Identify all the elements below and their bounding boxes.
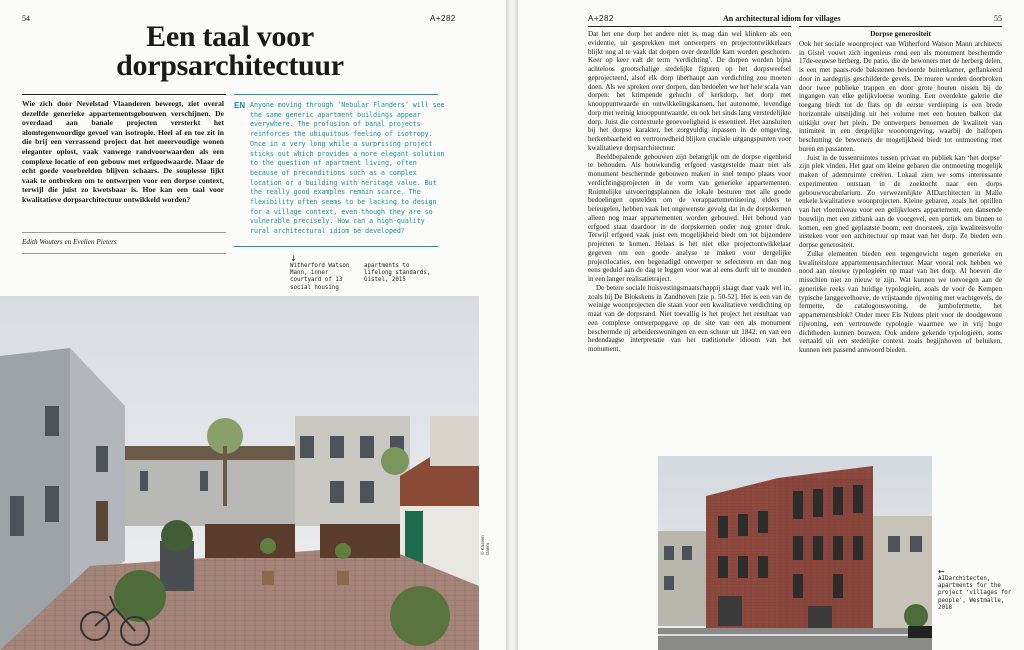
- intro-english: Anyone moving through ‘Nebular Flanders’ will see the same generic apartment buildings appear everywhere. The profusion of banal projects reinforces the ubiquitous feeling of isotropy. Once in a very long while a surprising project sticks out which provides a more elegant solution to the question of apartment living, often because of preconditions such as a complex location or a building with heritage value. But the really good examples remain scarce. The flexibility often seems to be lacking to design for a village context, even though they are so vulnerable precisely. How can a high-quality rural architectural idiom be developed?: [250, 101, 445, 236]
- divider-teal: [234, 94, 438, 95]
- paragraph: Dat het ene dorp het andere niet is, mag dan wel klinken als een evidentie, uit gesprekken met ontwerpers en projectontwikkelaars blijkt nog al te vaak dat dorpen over dezelfde kam worden geschoren. Keer op keer valt de term ‘verdichting’. De dorpen worden bijna achteloos grootschalige stedelijke figuren op het dorpsweefsel geprojecteerd, alsof elk dorp überhaupt aan verdichting zou moeten doen. Als we spreken over dorpen, dan bedoelen we het hele scala van dorpen: het krimpende gehucht of kerkdorp, het dorp met knooppuntwaarde en ontwikkelingskansen, het autonome, levendige dorp met weinig knooppuntwaarde, en ook het sinds lang verstedelijkte dorp. Juist die contextuele geoevoeligheid is essentieel. Het aansluiten bij het dorpse karakter, het zorgvuldig inpassen in de omgeving, herkenbaarheid en vertrouwdheid blijken cruciale uitgangspunten voor kwalitatieve dorpsarchitectuur.: [588, 30, 791, 152]
- divider: [588, 26, 791, 27]
- article-title-line1: Een taal voor: [146, 20, 314, 53]
- photo-caption-a: [290, 255, 350, 292]
- photo-caption-b: apartments to lifelong standards, Gistel, 2015: [364, 263, 431, 284]
- divider: [22, 232, 226, 233]
- page-number-left: 54: [22, 14, 30, 23]
- photo-caption-text: AIDarchitecten, apartments for the project ‘villages for people’, Westmalle, 2018: [938, 576, 1012, 611]
- divider: [22, 94, 226, 95]
- divider: [22, 253, 226, 254]
- paragraph: De betere sociale huisvestingsmaatschappij slaagt daar vaak wel in, zoals bij De Blokskens in Zandhoven [zie p. 50-52]. Het is een van de weinige woonprojecten die staan voor een kwalitatieve verdichting op maat van de dorpsrand. Niet toevallig is het project het resultaat van een complexe ontwerpopgave op de site van een als monument beschermde rij arbeiderswoningen en een schuur uit 1842, en van een hedendaagse interpretatie van het traditionele idioom van het monument.: [588, 283, 791, 353]
- magazine-issue-right: A+282: [588, 14, 614, 23]
- photo-caption: [938, 568, 1018, 612]
- paragraph: Zulke elementen bieden een tegengewicht tegen generieke en kwaliteitsloze appartementsarchitectuur. Maar vooral ook hebben we nood aan nieuwe typologieën op maat van het dorp. Al hoeven die misschien niet zo nieuw te zijn. Wat kunnen we toevoegen aan de generieke reeks van huidige typologieën, zoals de voor de Kempen typische langgevelhoeve, de vrijstaande rijwoning met wachtgevels, de fermette, de catalogouswoning, de jumbofermette, het appartementsblok? Onder meer Els Nulens pleit voor de doodgewone rijwoning, een vertrouwde typologie waarmee we in vrij hoge dichtheden kunnen bouwen. Ook andere gekende typologieën, soms vertaald uit een stedelijke context zoals begijnhoven of beluiken, kunnen een passend antwoord bieden.: [799, 249, 1002, 354]
- arrow-left-icon: ←: [938, 567, 945, 576]
- paragraph: Ook het sociale woonproject van Witherford Watson Mann architects in Gistel vouwt zich ingenieus rond een als monument beschermde 17de-eeuwse herberg. De patio, die de bewoners met de herberg delen, is een met paars-rode bakstenen bevloerde buitenkamer, geflankeerd door in aardegrijs geschilderde gevels. De muren worden doorbroken door twee publieke trappen en door grote houten nissen bij de ingangen van elke gelijkvloerse woning. Een overdekte galerie die toegang biedt tot de flats op de eerste verdieping is een brede horizontale uitsnijding uit het volume met een houten balkon dat uitkijkt over het plein. De ontwerpers benoemen de kwaliteit van intimiteit in een dergelijke woonomgeving, waarbij de halfopen beschutting de bewoners de mogelijkheid biedt tot ontmoeting met buren en passanten.: [799, 39, 1002, 153]
- arrow-down-icon: ↓: [290, 254, 297, 263]
- spine-gutter: [506, 0, 518, 650]
- article-title-line2: dorpsarchitectuur: [116, 49, 344, 82]
- divider: [799, 26, 1002, 27]
- language-tag-en: EN: [234, 101, 246, 110]
- divider-teal: [234, 246, 438, 247]
- section-subhead: Dorpse generositeit: [870, 29, 931, 38]
- page-number-right: 55: [994, 14, 1002, 23]
- courtyard-photo: [0, 296, 479, 650]
- intro-dutch: Wie zich door Nevelstad Vlaanderen beweegt, ziet overal dezelfde generieke appartementsgebouwen verschijnen. De overdaad aan banale projecten versterkt het alomtegenwoordige gevoel van isotropie. Heel af en toe zit in die brij een verrassend project dat het meervoudige wonen eleganter oplost, vaak vanwege randvoorwaarden als een complexe locatie of een gebouw met erfgoedwaarde. Maar de echt goede voorbeelden blijven schaars. De souplesse lijkt vaak te ontbreken om te ontwerpen voor een dorpse context, terwijl die juist zo kwetsbaar is. Hoe kan een taal voor kwalitatieve dorpsarchitectuur ontwikkeld worden?: [22, 99, 224, 204]
- paragraph: Juist in de tussenruimtes tussen privaat en publiek kan ‘het dorpse’ zijn plek vinden. Het gaat om kleine gebaren die ontmoeting mogelijk maken of ademruimte creëren. Lokaal zien we soms interessante experimenten ontstaan in de zoektocht naar een dorps gebouwvocabularium. Zo verwezenlijkte AIDarchitecten in Malle enkele kwalitatieve woonprojecten. Kleine gebaren, zoals het optillen van het vloerniveau voor een gelijkvloers appartement, een dansende bouwlijn met een zitbank aan de voorgevel, een portiek om binnen te komen, een goed geplaatste boom, een doorsteek, zijn kwaliteitsvolle insteken voor een architectuur op maat van het dorp. Ze bieden een dorpse generositeit.: [799, 153, 1002, 249]
- body-column-2: [799, 30, 1002, 355]
- brick-building-photo: [658, 456, 932, 650]
- paragraph: Beeldbepalende gebouwen zijn belangrijk om de dorpse eigenheid te behouden. Als bouwkundig erfgoed vastgestelde maar niet als monument beschermde gebouwen maken in snel tempo plaats voor verdichtingsprojecten in de vorm van generieke appartementen. Ruimtelijke uitvoeringsplannen die lokale besturen met alle goede bedoelingen opstelden om de verappartementisering elders te beteugelen, hebben vaak het ongewenste gevolg dat in de dorpskernen alleen nog maar appartementen worden gebouwd. Het behoud van erfgoed staat daardoor in de dorpskernen onder nog groter druk. Terwijl erfgoed vaak juist een mogelijkheid biedt om tot bijzondere projecten te komen. Helaas is het niet elke projectontwikkelaar gegeven om een goede analyse te maken voor dergelijke projectlocaties, een begenadigd ontwerper te selecteren en dan nog eens geduld aan de dag te leggen voor wat al eens durft uit te monden in een langer realisatietraject.: [588, 152, 791, 283]
- magazine-issue-left: A+282: [430, 14, 456, 23]
- right-page: [518, 0, 1024, 650]
- left-page: [0, 0, 506, 650]
- photo-caption-a-text: Witherford Watson Mann, inner courtyard of 13 social housing: [290, 263, 350, 291]
- article-title: [60, 22, 400, 80]
- body-column-1: [588, 30, 791, 354]
- running-head: An architectural idiom for villages: [723, 14, 841, 23]
- authors: Edith Wouters en Evelien Pieters: [22, 238, 117, 246]
- photo-credit: © Kristien Daem: [480, 535, 490, 555]
